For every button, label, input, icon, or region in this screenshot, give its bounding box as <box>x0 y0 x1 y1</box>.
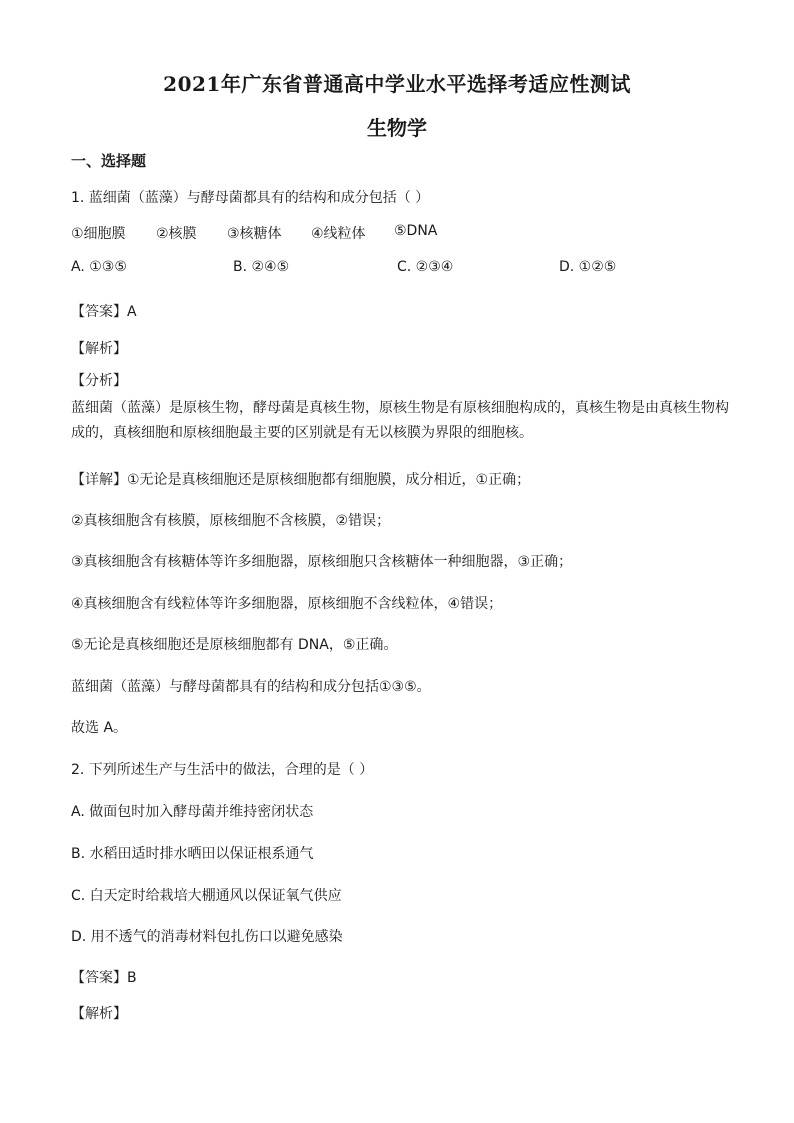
q1-detail-line: 故选 A。 <box>71 720 128 736</box>
q2-option-d: D. 用不透气的消毒材料包扎伤口以避免感染 <box>71 929 343 945</box>
q1-option-b: B. ②④⑤ <box>233 259 290 275</box>
q2-answer: 【答案】B <box>71 970 137 986</box>
q1-option-c: C. ②③④ <box>397 259 454 275</box>
q1-item: ③核糖体 <box>227 226 282 242</box>
q1-item: ⑤DNA <box>394 223 438 239</box>
q2-option-c: C. 白天定时给栽培大棚通风以保证氧气供应 <box>71 888 342 904</box>
q1-item: ①细胞膜 <box>71 226 126 242</box>
q1-analysis-label: 【解析】 <box>71 341 127 357</box>
subject-title: 生物学 <box>367 116 427 140</box>
exam-title: 2021年广东省普通高中学业水平选择考适应性测试 <box>163 72 631 96</box>
q1-stem: 1. 蓝细菌（蓝藻）与酵母菌都具有的结构和成分包括（ ） <box>71 190 430 206</box>
q1-detail-line: ⑤无论是真核细胞还是原核细胞都有 DNA，⑤正确。 <box>71 637 398 653</box>
q2-option-a: A. 做面包时加入酵母菌并维持密闭状态 <box>71 804 314 820</box>
q2-option-b: B. 水稻田适时排水晒田以保证根系通气 <box>71 846 314 862</box>
q1-detail-line: ②真核细胞含有核膜，原核细胞不含核膜，②错误； <box>71 513 391 529</box>
q1-option-d: D. ①②⑤ <box>559 259 617 275</box>
q1-option-a: A. ①③⑤ <box>71 259 127 275</box>
q2-stem: 2. 下列所述生产与生活中的做法，合理的是（ ） <box>71 762 374 778</box>
q1-detail-line: 【详解】①无论是真核细胞还是原核细胞都有细胞膜，成分相近，①正确； <box>71 472 531 488</box>
section-title: 一、选择题 <box>71 152 147 170</box>
q1-fenxi-text: 蓝细菌（蓝藻）是原核生物，酵母菌是真核生物，原核生物是有原核细胞构成的，真核生物是由真核生物构成的，真核细胞和原核细胞最主要的区别就是有无以核膜为界限的细胞核。 <box>71 400 729 441</box>
q1-item: ②核膜 <box>156 226 197 242</box>
q1-detail-line: ③真核细胞含有核糖体等许多细胞器，原核细胞只含核糖体一种细胞器，③正确； <box>71 554 573 570</box>
q2-analysis-label: 【解析】 <box>71 1006 127 1022</box>
q1-fenxi-label: 【分析】 <box>71 373 127 389</box>
q1-item: ④线粒体 <box>311 226 366 242</box>
q1-detail-line: ④真核细胞含有线粒体等许多细胞器，原核细胞不含线粒体，④错误； <box>71 596 503 612</box>
q1-detail-line: 蓝细菌（蓝藻）与酵母菌都具有的结构和成分包括①③⑤。 <box>71 679 431 695</box>
q1-answer: 【答案】A <box>71 304 137 320</box>
